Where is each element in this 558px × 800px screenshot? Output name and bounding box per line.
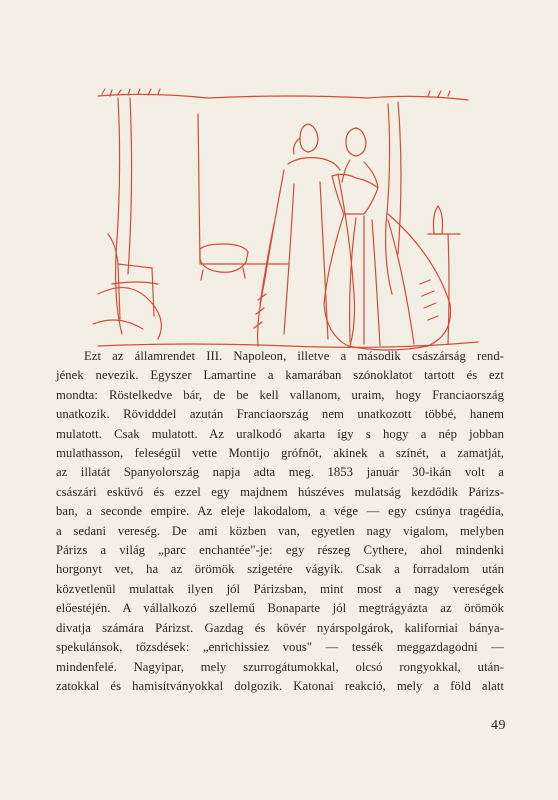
sketch-women-at-window <box>88 84 488 354</box>
page-number: 49 <box>491 718 506 733</box>
text-line: Ezt az államrendet III. Napoleon, illetve a második császárság rend- <box>84 349 504 363</box>
text-line: spekulánsok, tőzsdések: „enrichissiez vous" — tessék meggazdagodni — <box>56 640 504 655</box>
text-line: mulatott. Csak mulatott. Az uralkodó akarta így s hogy a nép jobban <box>56 426 504 441</box>
illustration <box>88 84 488 354</box>
text-line: divatja számára Párizst. Gazdag és kövér nyárspolgárok, kaliforniai bánya- <box>56 620 504 635</box>
text-line: Párizs a világ „parc enchantée"-je: egy részeg Cythere, ahol mindenki <box>56 543 504 558</box>
text-line: előestéjén. A vállalkozó szellemű Bonaparte jól megtrágyázta az örömök <box>56 601 504 616</box>
text-line: unatkozik. Rövidddel azután Franciaország nem unatkozott többé, hanem <box>56 407 504 422</box>
text-line: császári esküvő és ezzel egy majdnem húszéves mulatság kezdődik Párizs- <box>56 484 504 499</box>
text-line: közvetlenül mulattak ilyen jól Párizsban, mint most a nagy vereségek <box>56 581 504 596</box>
text-line: zatokkal és hamisítványokkal dolgozik. Katonai reakció, mely a föld alatt <box>56 678 504 693</box>
text-line: a sedani vereség. De ami közben van, egyetlen nagy vigalom, melyben <box>56 523 504 538</box>
text-line: horgonyt vet, ha az örömök szigetére vágyik. Csak a forradalom után <box>56 562 504 577</box>
text-line: mulathasson, feleségül vette Montijo grófnőt, akinek a színét, a zamatját, <box>56 446 504 461</box>
text-line: ban, a seconde empire. Az eleje lakodalom, a vége — egy csúnya tragédia, <box>56 504 504 519</box>
text-line: mindenfelé. Nagyipar, mely szurrogátumokkal, olcsó rongyokkal, után- <box>56 659 504 674</box>
text-line: az illatát Spanyolország napja adta meg. 1853 január 30-ikán volt a <box>56 465 504 480</box>
body-text <box>56 347 504 696</box>
text-line: mondta: Röstelkedve bár, de be kell vallanom, uraim, hogy Franciaország <box>56 387 504 402</box>
text-line: jének nevezik. Egyszer Lamartine a kamarában szónoklatot tartott és ezt <box>56 368 504 383</box>
